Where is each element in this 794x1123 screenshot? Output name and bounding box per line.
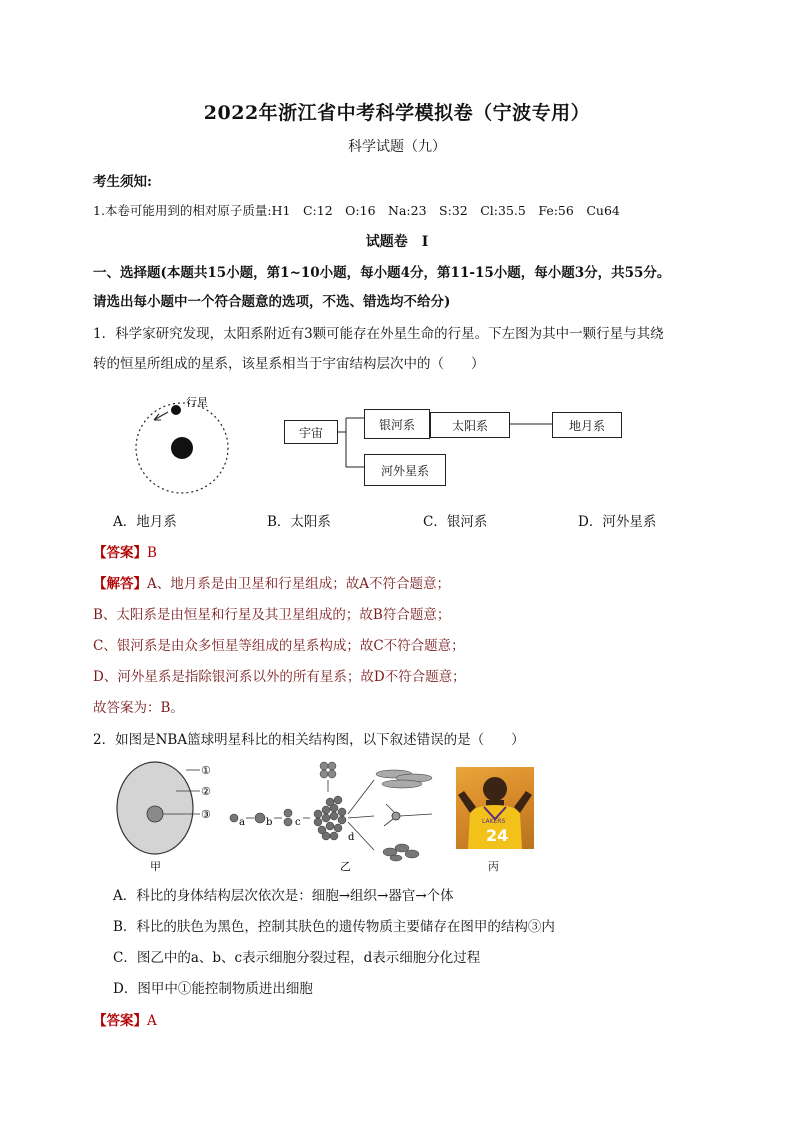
cell-nucleus: [147, 806, 163, 822]
q1-analysis-3: C、银河系是由众多恒星等组成的星系构成；故C不符合题意；: [93, 638, 465, 654]
q1-stem-line-2: 转的恒星所组成的星系，该星系相当于宇宙结构层次中的（ ）: [93, 356, 485, 372]
cell-mass: [314, 796, 346, 840]
label-a: a: [239, 817, 245, 828]
label-bing: 丙: [488, 860, 499, 873]
q2-option-a: A．科比的身体结构层次依次是：细胞→组织→器官→个体: [113, 888, 454, 904]
q1-answer-label: 【答案】: [93, 545, 147, 561]
q1-option-c: C．银河系: [423, 514, 488, 530]
jersey-number: 24: [486, 826, 509, 845]
q1-answer-value: B: [147, 545, 157, 561]
muscle-tissue: [376, 770, 432, 788]
orbit-arrow: [154, 412, 168, 420]
q2-answer-label: 【答案】: [93, 1013, 147, 1029]
q2-stem: 2．如图是NBA篮球明星科比的相关结构图，以下叙述错误的是（ ）: [93, 732, 525, 748]
box-earth-moon: 地月系: [552, 412, 622, 438]
box-milky-way: 银河系: [364, 409, 430, 439]
orbit-diagram: [128, 392, 248, 500]
q1-analysis-2: B、太阳系是由恒星和行星及其卫星组成的；故B符合题意；: [93, 607, 451, 623]
q1-option-a: A．地月系: [113, 514, 177, 530]
jersey-team: LAKERS: [482, 818, 506, 825]
label-b: b: [266, 817, 273, 828]
nerve-tissue: [384, 804, 432, 826]
top-cluster: [320, 762, 336, 778]
player-illustration: [456, 767, 534, 849]
q2-option-b: B．科比的肤色为黑色，控制其肤色的遗传物质主要储存在图甲的结构③内: [113, 919, 555, 935]
page-title: 2022年浙江省中考科学模拟卷（宁波专用）: [203, 102, 591, 124]
player-photo: [456, 767, 534, 849]
section-instruction-2: 请选出每小题中一个符合题意的选项，不选、错选均不给分): [93, 294, 451, 310]
box-universe: 宇宙: [284, 420, 338, 444]
q1-stem-line-1: 1．科学家研究发现，太阳系附近有3颗可能存在外星生命的行星。下左图为其中一颗行星与其绕: [93, 326, 664, 342]
label-n1: ①: [201, 764, 211, 777]
cell-diagram: [112, 758, 452, 876]
q1-option-b: B．太阳系: [267, 514, 331, 530]
box-solar-system: 太阳系: [430, 412, 510, 438]
planet-dot: [171, 405, 181, 415]
q1-conclusion: 故答案为：B。: [93, 700, 184, 716]
label-n2: ②: [201, 785, 211, 798]
q2-answer-value: A: [147, 1013, 157, 1029]
label-n3: ③: [201, 808, 211, 821]
label-c: c: [295, 817, 301, 828]
star-dot: [171, 437, 193, 459]
epithelial-tissue: [383, 844, 419, 861]
q1-analysis-label: 【解答】: [93, 576, 147, 592]
section-title: 试题卷 I: [365, 234, 429, 250]
planet-label: 行星: [186, 396, 208, 409]
q1-answer: [93, 541, 157, 561]
q1-analysis-text-1: A、地月系是由卫星和行星组成；故A不符合题意；: [147, 576, 450, 592]
page-subtitle: 科学试题（九）: [348, 139, 446, 155]
box-extragalactic: 河外星系: [364, 454, 446, 486]
q1-analysis-4: D、河外星系是指除银河系以外的所有星系；故D不符合题意；: [93, 669, 466, 685]
label-d: d: [348, 832, 355, 843]
q1-option-d: D．河外星系: [578, 514, 657, 530]
q2-answer: [93, 1009, 157, 1029]
q2-option-c: C．图乙中的a、b、c表示细胞分裂过程，d表示细胞分化过程: [113, 950, 481, 966]
q1-analysis-1: [93, 572, 450, 592]
atomic-masses: 1.本卷可能用到的相对原子质量:H1 C:12 O:16 Na:23 S:32 Cl:35.5 Fe:56 Cu64: [93, 203, 620, 218]
notice-heading: 考生须知:: [93, 174, 152, 190]
q2-option-d: D．图甲中①能控制物质进出细胞: [113, 981, 313, 997]
label-yi: 乙: [340, 860, 351, 873]
label-jia: 甲: [150, 860, 161, 873]
section-instruction-1: 一、选择题(本题共15小题，第1~10小题，每小题4分，第11-15小题，每小题3分，共55分。: [93, 265, 671, 281]
